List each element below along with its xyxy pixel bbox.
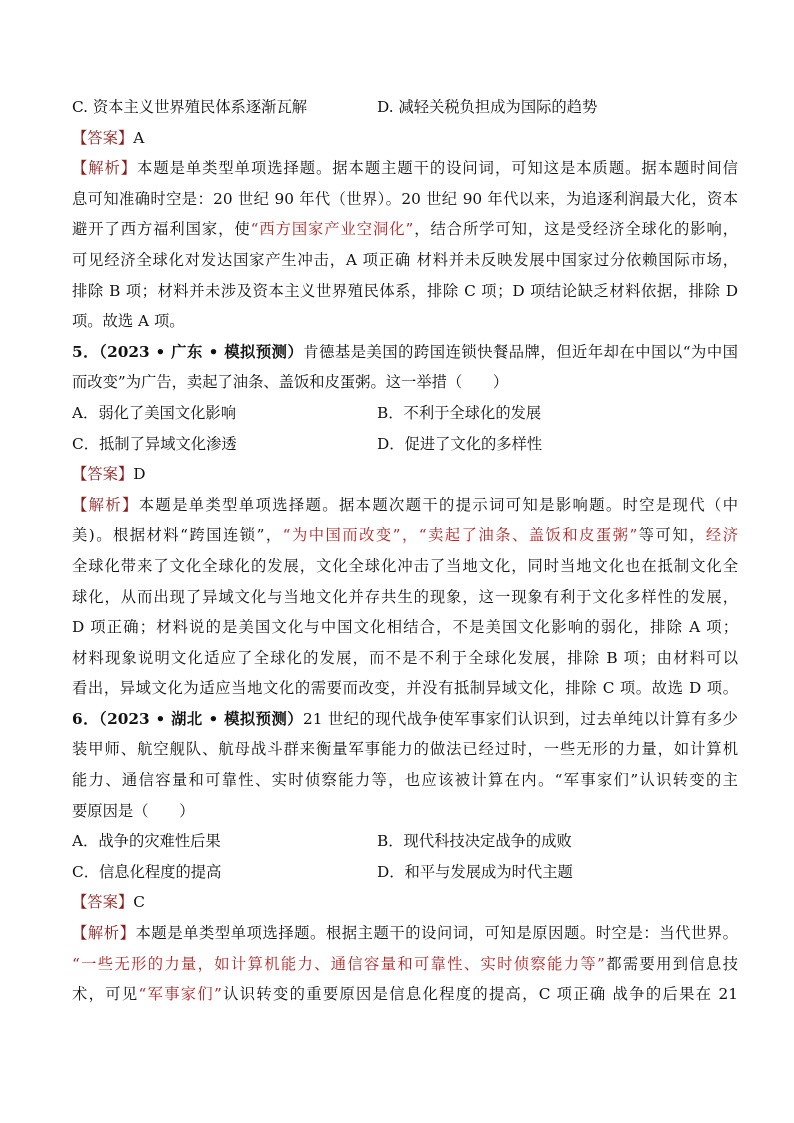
q6-options-cd: [72, 857, 738, 888]
q5-option-a: A．弱化了美国文化影响: [72, 403, 237, 422]
analysis-line: 全球化带来了文化全球化的发展，文化全球化冲击了当地文化，同时当地文化也在抵制文化全: [72, 556, 738, 575]
q6-stem-line: 装甲师、航空舰队、航母战斗群来衡量军事能力的做法已经过时，一些无形的力量，如计算机: [72, 740, 738, 759]
analysis-line: 材料现象说明文化适应了全球化的发展，而不是不利于全球化发展，排除 B 项；由材料可以: [72, 648, 738, 667]
q5-option-b: B．不利于全球化的发展: [377, 403, 542, 422]
q5-analysis: [72, 490, 738, 704]
highlight-quote: 经济: [705, 526, 738, 545]
analysis-line: 项。故选 A 项。: [72, 312, 185, 331]
analysis-line: 排除 B 项；材料并未涉及资本主义世界殖民体系，排除 C 项；D 项结论缺乏材料依据，排除 D: [72, 281, 738, 300]
q5-answer: [72, 459, 738, 490]
q5-stem-line: 5．（2023 • 广东 • 模拟预测）肯德基是美国的跨国连锁快餐品牌，但近年却在中国以“为中国: [72, 342, 738, 361]
q5-option-d: D．促进了文化的多样性: [377, 434, 543, 453]
question-number: 6．: [72, 709, 99, 728]
q6-stem-line: 6．（2023 • 湖北 • 模拟预测）21 世纪的现代战争使军事家们认识到，过去单纯以计算有多少: [72, 709, 738, 728]
analysis-line: 【解析】本题是单类型单项选择题。根据主题干的设问词，可知是原因题。时空是：当代世界。: [72, 924, 738, 943]
q4-option-c: C. 资本主义世界殖民体系逐渐瓦解: [72, 98, 308, 116]
q6-option-d: D．和平与发展成为时代主题: [377, 862, 573, 881]
analysis-line: 可见经济全球化对发达国家产生冲击，A 项正确 材料并未反映发展中国家过分依赖国际市场，: [72, 250, 738, 269]
q6-option-b: B．现代科技决定战争的成败: [377, 832, 572, 851]
highlight-quote: “西方国家产业空洞化”: [250, 220, 414, 239]
analysis-line: 息可知准确时空是：20 世纪 90 年代（世界）。20 世纪 90 年代以来，为追逐利润最大化，资本: [72, 189, 738, 208]
q4-answer: [72, 123, 738, 154]
q6-analysis: [72, 918, 738, 1010]
analysis-line: “一些无形的力量，如计算机能力、通信容量和可靠性、实时侦察能力等”都需要用到信息技: [72, 954, 738, 973]
analysis-line: 球化，从而出现了异域文化与当地文化并存共生的现象，这一现象有利于文化多样性的发展，: [72, 587, 738, 606]
highlight-quote: “卖起了油条、盖饭和皮蛋粥”: [418, 526, 638, 545]
analysis-line: 美)。根据材料“跨国连锁”，“为中国而改变”，“卖起了油条、盖饭和皮蛋粥”等可知，经济: [72, 526, 738, 545]
analysis-label: 【解析】: [72, 495, 139, 514]
analysis-line: 术，可见“军事家们”认识转变的重要原因是信息化程度的提高，C 项正确 战争的后果在 21: [72, 985, 738, 1004]
question-source: （2023 • 湖北 • 模拟预测）: [98, 709, 304, 728]
document-page: [72, 92, 738, 1010]
analysis-line: 【解析】本题是单类型单项选择题。据本题主题干的设问词，可知这是本质题。据本题时间信: [72, 159, 738, 178]
q6-answer: [72, 887, 738, 918]
q6-stem-line: 能力、通信容量和可靠性、实时侦察能力等，也应该被计算在内。“军事家们”认识转变的主: [72, 771, 738, 790]
answer-label: 【答案】: [72, 128, 134, 147]
question-source: （2023 • 广东 • 模拟预测）: [98, 342, 304, 361]
q4-options-cd: [72, 92, 738, 123]
highlight-quote: “军事家们”: [138, 985, 222, 1004]
q4-option-d: D. 减轻关税负担成为国际的趋势: [377, 98, 598, 116]
answer-value: A: [133, 128, 145, 147]
q5-stem-line: 而改变”为广告，卖起了油条、盖饭和皮蛋粥。这一举措（ ）: [72, 373, 509, 392]
answer-value: C: [133, 893, 145, 912]
answer-label: 【答案】: [72, 465, 134, 484]
analysis-label: 【解析】: [72, 924, 136, 943]
q6-option-a: A．战争的灾难性后果: [72, 832, 221, 851]
q5-option-c: C．抵制了异域文化渗透: [72, 434, 237, 453]
highlight-quote: “为中国而改变”，: [282, 526, 419, 545]
analysis-line: D 项正确；材料说的是美国文化与中国文化相结合，不是美国文化影响的弱化，排除 A 项；: [72, 618, 738, 637]
analysis-line: 避开了西方福利国家，使“西方国家产业空洞化”，结合所学可知，这是受经济全球化的影响，: [72, 220, 738, 239]
highlight-quote: “一些无形的力量，如计算机能力、通信容量和可靠性、实时侦察能力等”: [72, 954, 605, 973]
analysis-line: 看出，异域文化为适应当地文化的需要而改变，并没有抵制异域文化，排除 C 项。故选 D 项。: [72, 679, 738, 698]
q4-analysis: [72, 153, 738, 337]
question-number: 5．: [72, 342, 99, 361]
answer-value: D: [133, 465, 146, 484]
q5-options-ab: [72, 398, 738, 429]
analysis-line: 【解析】本题是单类型单项选择题。据本题次题干的提示词可知是影响题。时空是现代（中: [72, 495, 738, 514]
q6-stem-line: 要原因是（ ）: [72, 801, 195, 820]
q6-option-c: C．信息化程度的提高: [72, 862, 222, 881]
analysis-label: 【解析】: [72, 159, 138, 178]
q6-options-ab: [72, 826, 738, 857]
q5-options-cd: [72, 429, 738, 460]
answer-label: 【答案】: [72, 893, 134, 912]
